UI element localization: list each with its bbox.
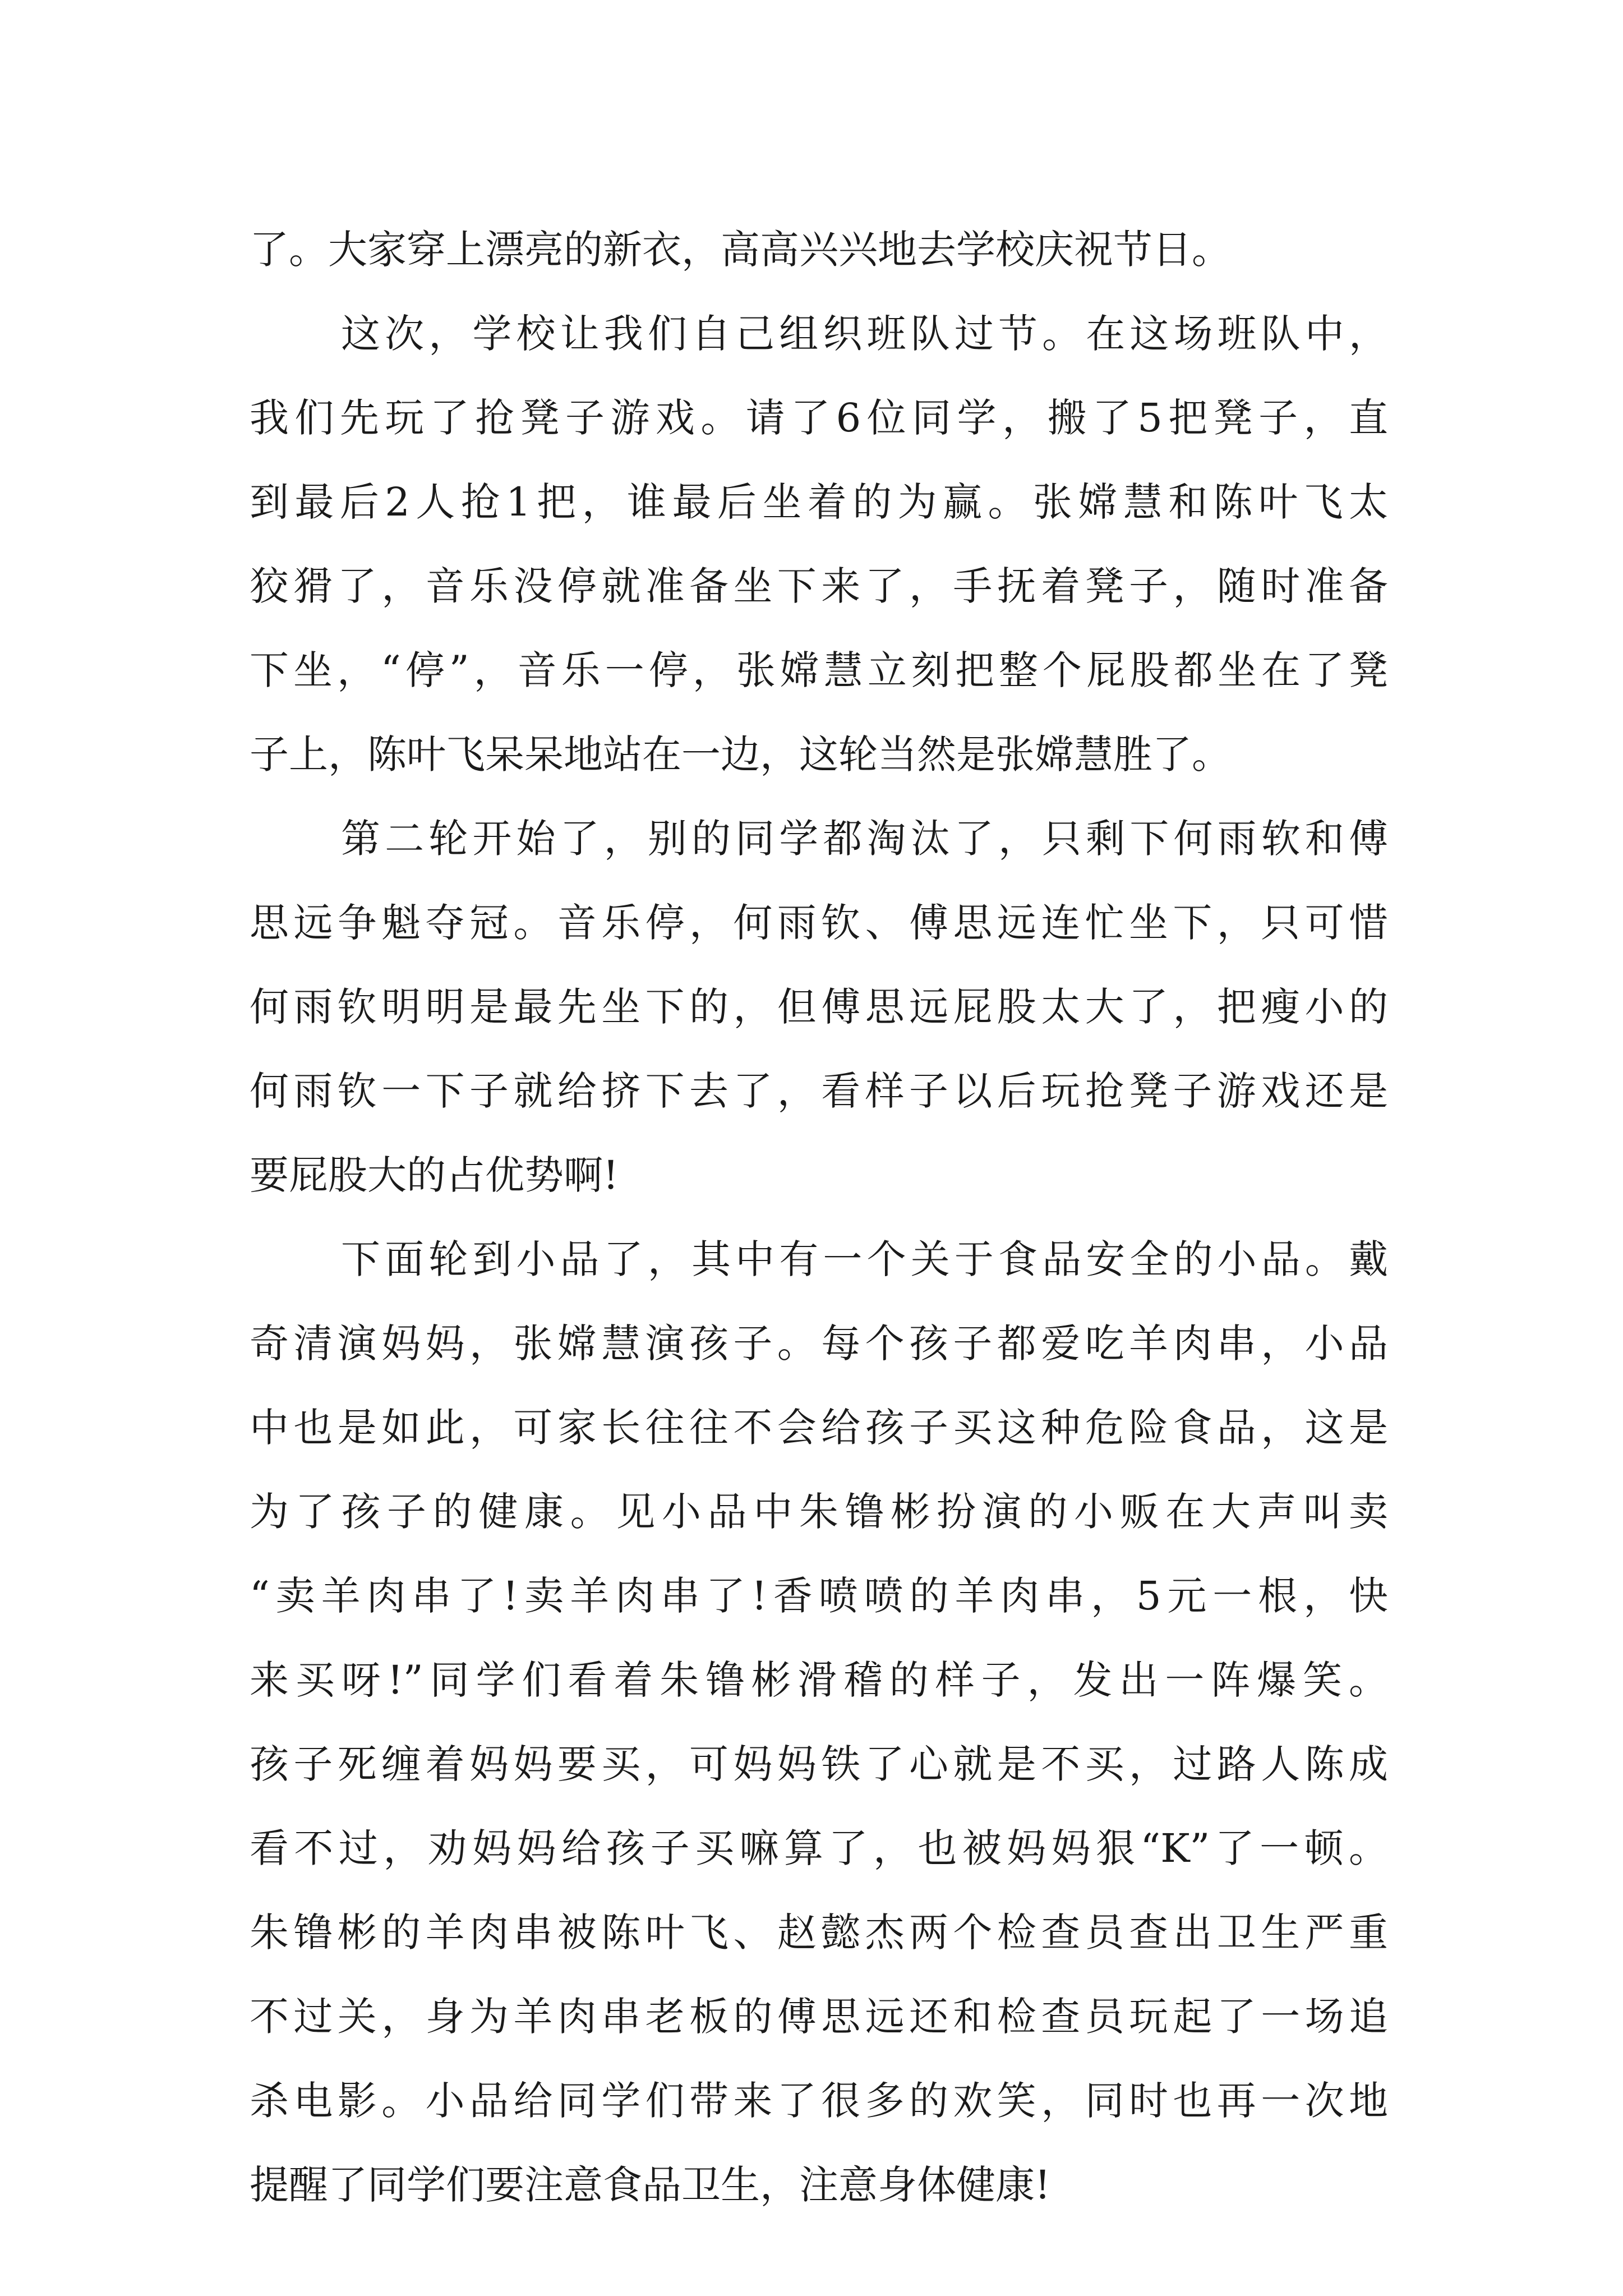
paragraph-4-line-8: 看不过，劝妈妈给孩子买嘛算了，也被妈妈狠“K”了一顿。: [250, 1825, 1388, 1871]
paragraph-4-line-4: 为了孩子的健康。见小品中朱镥彬扮演的小贩在大声叫卖: [250, 1489, 1388, 1535]
paragraph-3-line-5: 要屁股大的占优势啊!: [250, 1152, 619, 1198]
paragraph-4-line-7: 孩子死缠着妈妈要买，可妈妈铁了心就是不买，过路人陈成: [250, 1741, 1388, 1787]
paragraph-2-line-1: 这次，学校让我们自己组织班队过节。在这场班队中，: [341, 311, 1388, 357]
paragraph-4-line-5: “卖羊肉串了!卖羊肉串了!香喷喷的羊肉串，5元一根，快: [250, 1573, 1388, 1619]
paragraph-4-line-9: 朱镥彬的羊肉串被陈叶飞、赵懿杰两个检查员查出卫生严重: [250, 1910, 1388, 1955]
paragraph-2-line-5: 下坐，“停”，音乐一停，张嫦慧立刻把整个屁股都坐在了凳: [250, 647, 1388, 693]
paragraph-4-line-10: 不过关，身为羊肉串老板的傅思远还和检查员玩起了一场追: [250, 1994, 1388, 2040]
paragraph-4-line-2: 奇清演妈妈，张嫦慧演孩子。每个孩子都爱吃羊肉串，小品: [250, 1320, 1388, 1366]
paragraph-3-line-4: 何雨钦一下子就给挤下去了，看样子以后玩抢凳子游戏还是: [250, 1068, 1388, 1114]
paragraph-2-line-3: 到最后2人抢1把，谁最后坐着的为赢。张嫦慧和陈叶飞太: [250, 479, 1388, 525]
paragraph-4-line-6: 来买呀!”同学们看着朱镥彬滑稽的样子，发出一阵爆笑。: [250, 1657, 1388, 1703]
text-line-1: 了。大家穿上漂亮的新衣，高高兴兴地去学校庆祝节日。: [250, 227, 1231, 273]
paragraph-4-line-1: 下面轮到小品了，其中有一个关于食品安全的小品。戴: [341, 1236, 1388, 1282]
paragraph-4-line-3: 中也是如此，可家长往往不会给孩子买这种危险食品，这是: [250, 1405, 1388, 1451]
paragraph-3-line-2: 思远争魁夺冠。音乐停，何雨钦、傅思远连忙坐下，只可惜: [250, 900, 1388, 946]
paragraph-2-line-6: 子上，陈叶飞呆呆地站在一边，这轮当然是张嫦慧胜了。: [250, 731, 1231, 777]
paragraph-4-line-11: 杀电影。小品给同学们带来了很多的欢笑，同时也再一次地: [250, 2078, 1388, 2124]
paragraph-3-line-3: 何雨钦明明是最先坐下的，但傅思远屁股太大了，把瘦小的: [250, 984, 1388, 1030]
paragraph-3-line-1: 第二轮开始了，别的同学都淘汰了，只剩下何雨软和傅: [341, 816, 1388, 862]
paragraph-4-line-12: 提醒了同学们要注意食品卫生，注意身体健康!: [250, 2162, 1051, 2208]
paragraph-2-line-4: 狡猾了，音乐没停就准备坐下来了，手抚着凳子，随时准备: [250, 563, 1388, 609]
paragraph-2-line-2: 我们先玩了抢凳子游戏。请了6位同学，搬了5把凳子，直: [250, 395, 1388, 441]
